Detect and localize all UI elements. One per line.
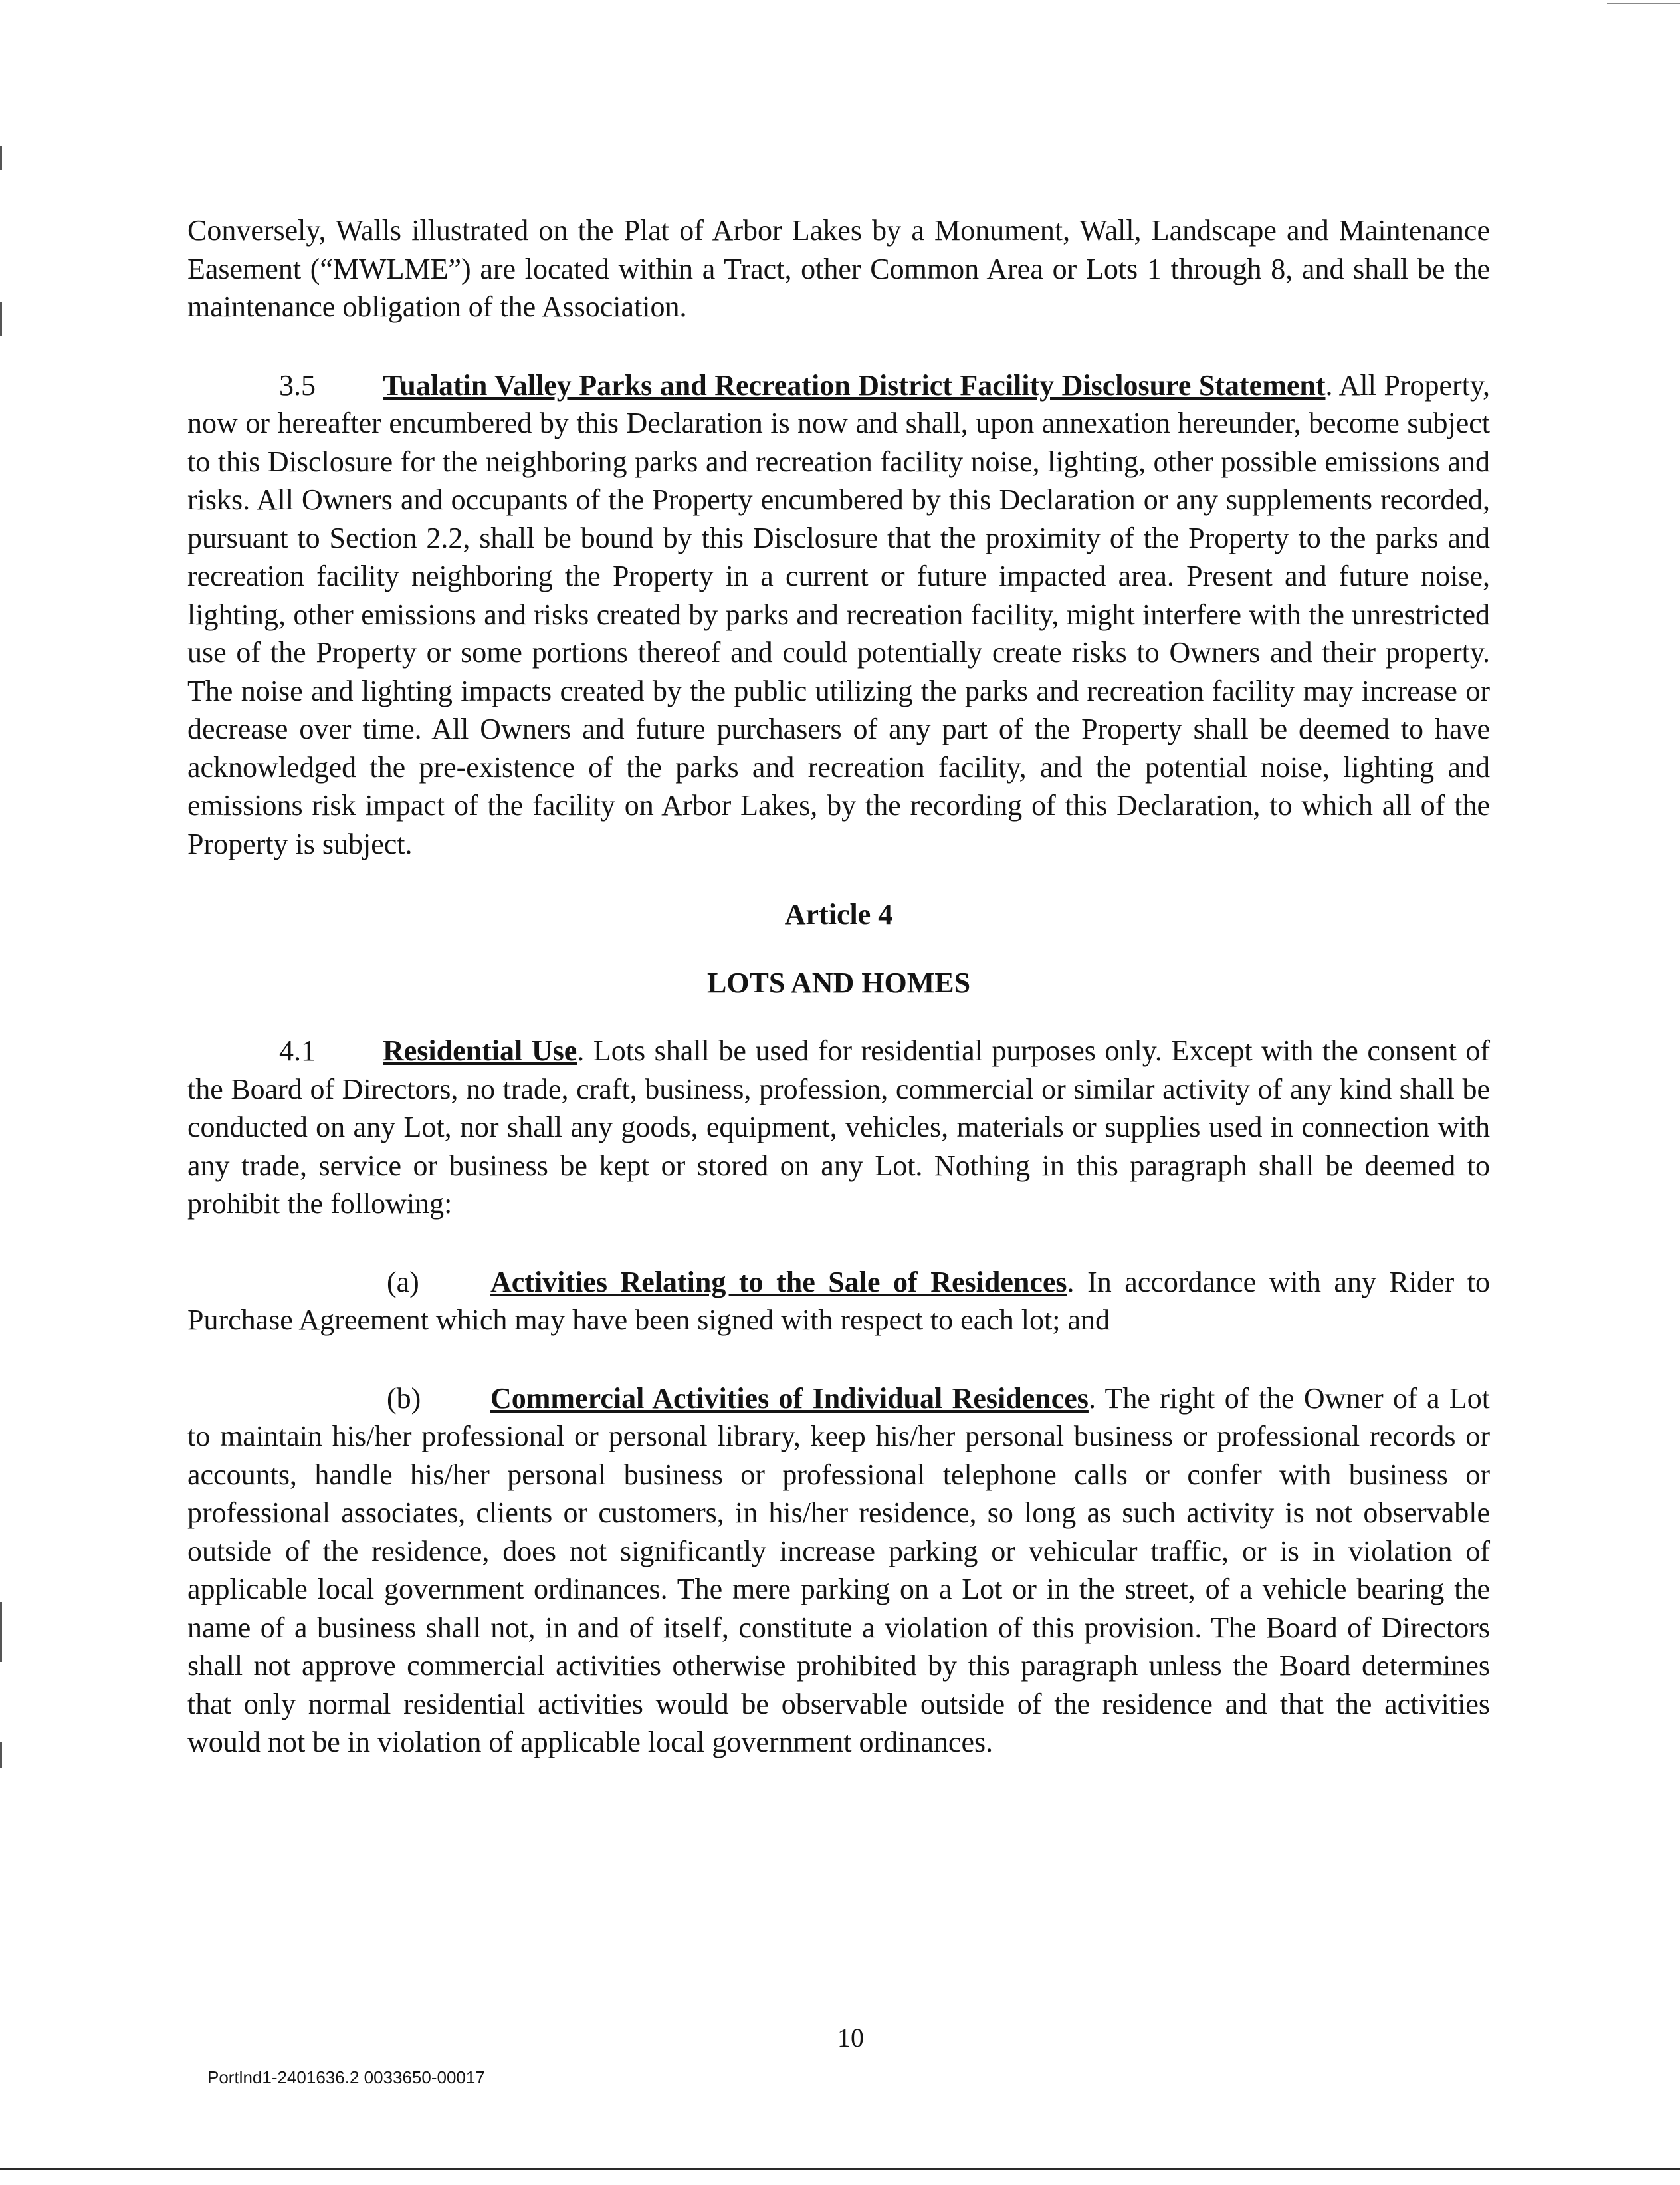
subsection-title: Activities Relating to the Sale of Residences [490, 1265, 1067, 1298]
article-number: Article 4 [784, 898, 893, 931]
scan-edge-mark [0, 146, 2, 170]
paragraph-text: Conversely, Walls illustrated on the Plat of Arbor Lakes by a Monument, Wall, Landscape and Maintenance Easement (“MWLME”) are located within a Tract, other Common Area or Lots 1 through 8, and shall be the maintenance obligation of the Association. [187, 214, 1490, 323]
subsection-body: In accordance with any Rider to Purchase Agreement which may have been signed with respect to each lot; and [187, 1265, 1491, 1336]
section-3-5: 3.5 Tualatin Valley Parks and Recreation District Facility Disclosure Statement. All Property, now or hereafter encumbered by this Declaration is now and shall, upon annexation hereunder, become subject to this Disclosure for the neighboring parks and recreation facility noise, lighting, other possible emissions and risks. All Owners and occupants of the Property encumbered by this Declaration or any supplements recorded, pursuant to Section 2.2, shall be bound by this Disclosure that the proximity of the Property to the parks and recreation facility neighboring the Property in a current or future impacted area. Present and future noise, lighting, other emissions and risks created by parks and recreation facility, might interfere with the unrestricted use of the Property or some portions thereof and could potentially create risks to Owners and their property. The noise and lighting impacts created by the public utilizing the parks and recreation facility may increase or decrease over time. All Owners and future purchasers of any part of the Property shall be deemed to have acknowledged the pre-existence of the parks and recreation facility, and the potential noise, lighting and emissions risk impact of the facility on Arbor Lakes, by the recording of this Declaration, to which all of the Property is subject. [187, 366, 1490, 863]
subsection-title: Commercial Activities of Individual Residences [490, 1381, 1089, 1415]
page-number: 10 [837, 2023, 864, 2053]
section-body: Lots shall be used for residential purposes only. Except with the consent of the Board of Directors, no trade, craft, business, profession, commercial or similar activity of any kind shall be conducted on any Lot, nor shall any goods, equipment, vehicles, materials or supplies used in connection with any trade, service or business be kept or stored on any Lot. Nothing in this paragraph shall be deemed to prohibit the following: [187, 1034, 1490, 1220]
section-body: All Property, now or hereafter encumbered by this Declaration is now and shall, upon annexation hereunder, become subject to this Disclosure for the neighboring parks and recreation facility noise, lighting, other possible emissions and risks. All Owners and occupants of the Property encumbered by this Declaration or any supplements recorded, pursuant to Section 2.2, shall be bound by this Disclosure that the proximity of the Property to the parks and recreation facility neighboring the Property in a current or future impacted area. Present and future noise, lighting, other emissions and risks created by parks and recreation facility, might interfere with the unrestricted use of the Property or some portions thereof and could potentially create risks to Owners and their property. The noise and lighting impacts created by the public utilizing the parks and recreation facility may increase or decrease over time. All Owners and future purchasers of any part of the Property shall be deemed to have acknowledged the pre-existence of the parks and recreation facility, and the potential noise, lighting and emissions risk impact of the facility on Arbor Lakes, by the recording of this Declaration, to which all of the Property is subject. [187, 368, 1490, 860]
section-title: Residential Use [383, 1034, 578, 1067]
subsection-number: (b) [387, 1381, 421, 1415]
subsection-b: (b) Commercial Activities of Individual Residences. The right of the Owner of a Lot to maintain his/her professional or personal library, keep his/her personal business or professional records or accounts, handle his/her personal business or professional telephone calls or confer with business or professional associates, clients or customers, in his/her residence, so long as such activity is not observable outside of the residence, does not significantly increase parking or vehicular traffic, or is in violation of applicable local government ordinances. The mere parking on a Lot or in the street, of a vehicle bearing the name of a business shall not, in and of itself, constitute a violation of this provision. The Board of Directors shall not approve commercial activities otherwise prohibited by this paragraph unless the Board determines that only normal residential activities would be observable outside of the residence and that the activities would not be in violation of applicable local government ordinances. [187, 1379, 1490, 1762]
article-title: LOTS AND HOMES [706, 967, 971, 999]
subsection-body: The right of the Owner of a Lot to maintain his/her professional or personal library, keep his/her personal business or professional records or accounts, handle his/her personal business or professional telephone calls or confer with business or professional associates, clients or customers, in his/her residence, so long as such activity is not observable outside of the residence, does not significantly increase parking or vehicular traffic, or is in violation of applicable local government ordinances. The mere parking on a Lot or in the street, of a vehicle bearing the name of a business shall not, in and of itself, constitute a violation of this provision. The Board of Directors shall not approve commercial activities otherwise prohibited by this paragraph unless the Board determines that only normal residential activities would be observable outside of the residence and that the activities would not be in violation of applicable local government ordinances. [187, 1381, 1490, 1758]
subsection-a: (a) Activities Relating to the Sale of Residences. In accordance with any Rider to Purchase Agreement which may have been signed with respect to each lot; and [187, 1263, 1490, 1339]
section-number: 3.5 [279, 368, 316, 402]
section-4-1: 4.1 Residential Use. Lots shall be used for residential purposes only. Except with the consent of the Board of Directors, no trade, craft, business, profession, commercial or similar activity of any kind shall be conducted on any Lot, nor shall any goods, equipment, vehicles, materials or supplies used in connection with any trade, service or business be kept or stored on any Lot. Nothing in this paragraph shall be deemed to prohibit the following: [187, 1032, 1490, 1223]
paragraph-continuation [187, 211, 1490, 326]
document-body [187, 211, 1490, 1762]
document-id: Portlnd1-2401636.2 0033650-00017 [207, 2067, 485, 2087]
scan-edge-mark [0, 302, 2, 336]
scan-edge-line-top [1607, 3, 1680, 4]
section-number: 4.1 [279, 1034, 316, 1067]
scan-edge-mark [0, 1602, 2, 1662]
section-title: Tualatin Valley Parks and Recreation District Facility Disclosure Statement [383, 368, 1326, 402]
scan-edge-mark [0, 1742, 2, 1768]
subsection-number: (a) [387, 1265, 419, 1298]
scan-edge-line-bottom [0, 2168, 1680, 2170]
